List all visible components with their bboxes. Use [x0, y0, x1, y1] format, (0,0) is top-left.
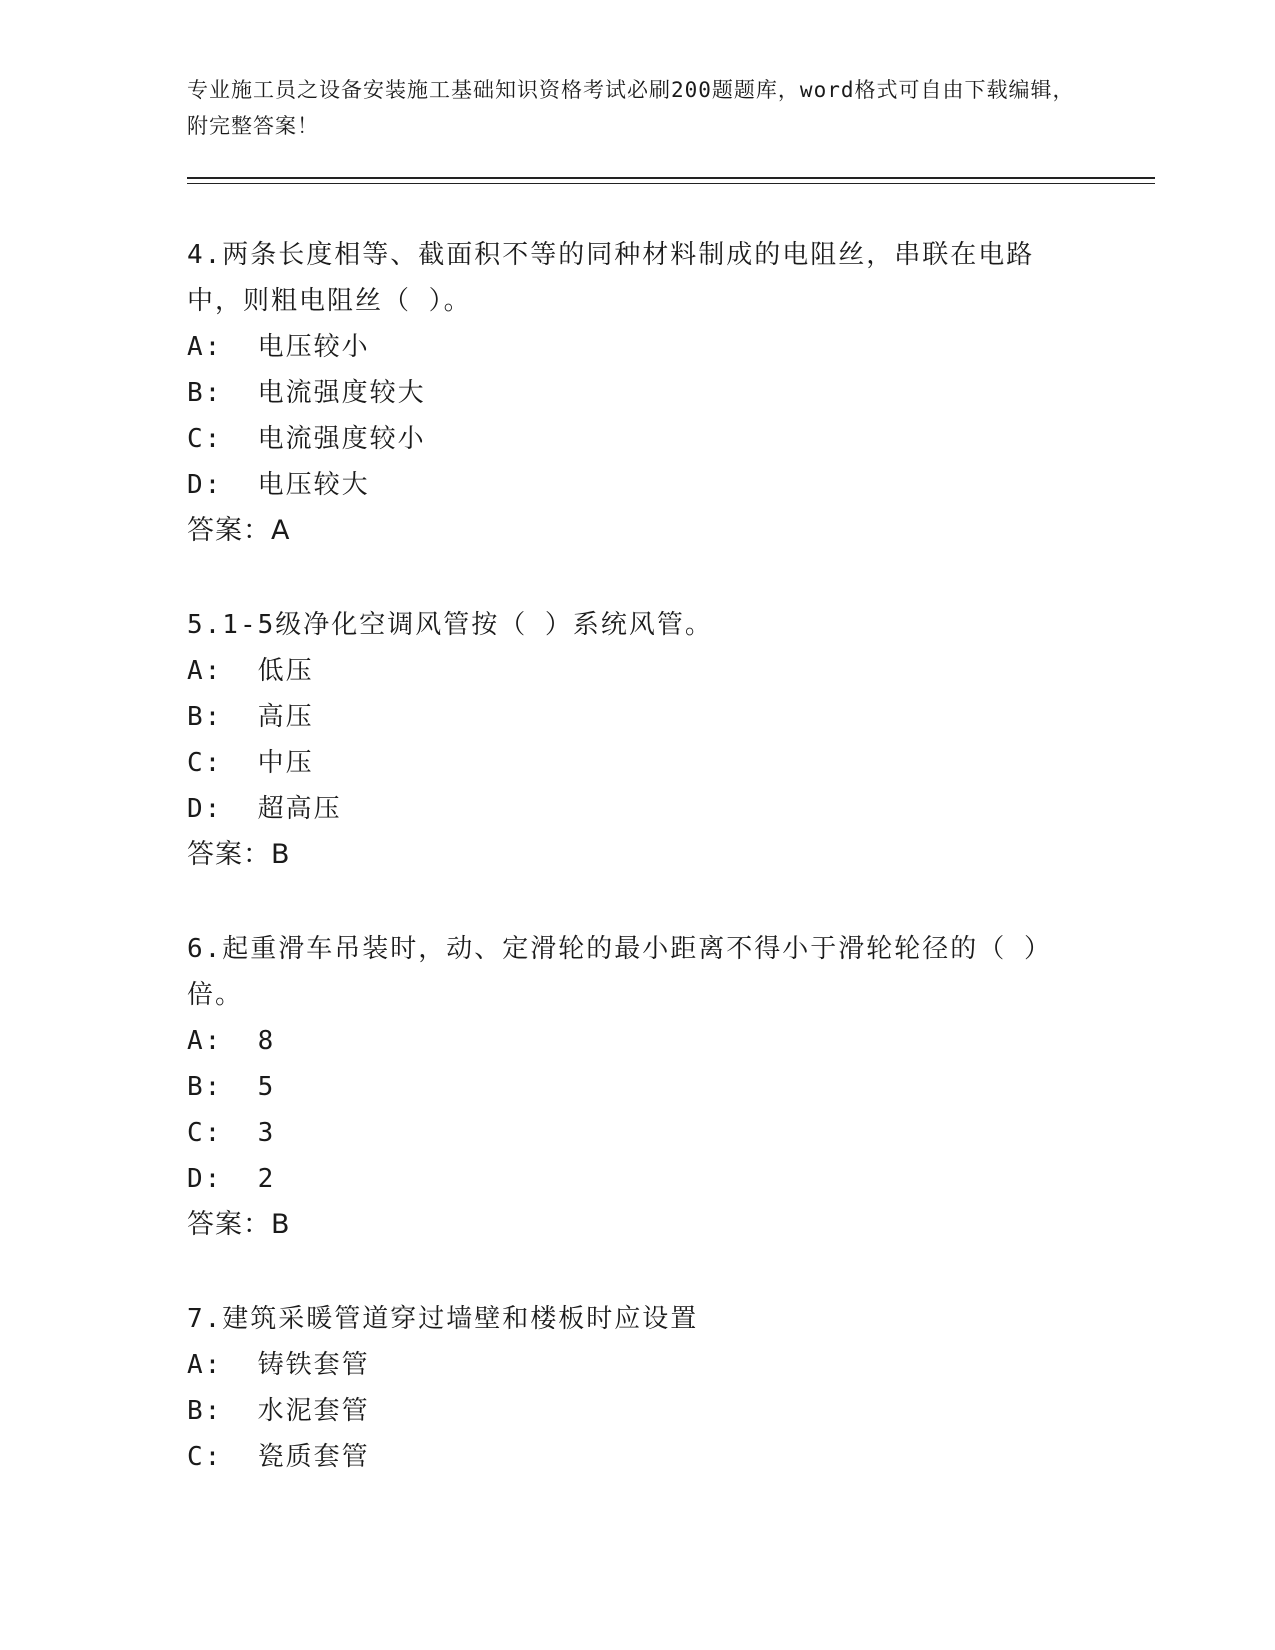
- question-text: 6.起重滑车吊装时，动、定滑轮的最小距离不得小于滑轮轮径的（ ）倍。: [187, 934, 1052, 1010]
- option-b: B: 水泥套管: [187, 1396, 370, 1426]
- question-6: [187, 926, 1087, 1248]
- question-text: 7.建筑采暖管道穿过墙壁和楼板时应设置: [187, 1304, 699, 1334]
- option-c: C: 电流强度较小: [187, 424, 426, 454]
- document-header: [187, 72, 1087, 144]
- header-divider-thin: [187, 183, 1155, 184]
- question-5: [187, 602, 1087, 878]
- option-c: C: 瓷质套管: [187, 1442, 370, 1472]
- option-a: A: 8: [187, 1026, 276, 1056]
- answer-line: 答案：B: [187, 1209, 291, 1240]
- option-b: B: 电流强度较大: [187, 378, 426, 408]
- option-a: A: 电压较小: [187, 332, 370, 362]
- question-text: 5.1-5级净化空调风管按（ ）系统风管。: [187, 610, 713, 640]
- option-c: C: 中压: [187, 748, 314, 778]
- option-a: A: 低压: [187, 656, 314, 686]
- option-a: A: 铸铁套管: [187, 1350, 370, 1380]
- question-7: [187, 1296, 1087, 1480]
- document-title: 专业施工员之设备安装施工基础知识资格考试必刷200题题库，word格式可自由下载编辑，附完整答案！: [187, 78, 1075, 138]
- option-c: C: 3: [187, 1118, 276, 1148]
- answer-line: 答案：A: [187, 515, 291, 546]
- option-d: D: 电压较大: [187, 470, 370, 500]
- question-list: [187, 232, 1087, 1528]
- answer-line: 答案：B: [187, 839, 291, 870]
- question-4: [187, 232, 1087, 554]
- option-b: B: 5: [187, 1072, 276, 1102]
- option-b: B: 高压: [187, 702, 314, 732]
- question-text: 4.两条长度相等、截面积不等的同种材料制成的电阻丝，串联在电路中，则粗电阻丝（ ）。: [187, 240, 1035, 316]
- option-d: D: 2: [187, 1164, 276, 1194]
- option-d: D: 超高压: [187, 794, 342, 824]
- header-divider: [187, 177, 1155, 179]
